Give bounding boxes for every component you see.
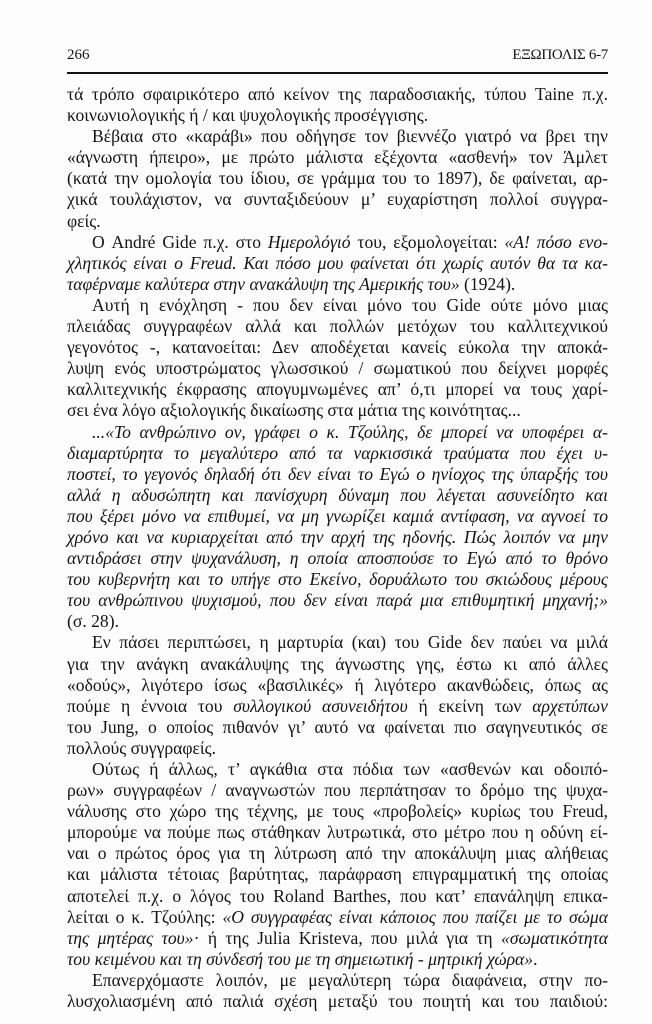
text-segment: φείς. [67,210,101,231]
text-line [67,886,608,907]
text-segment: Βέβαια στο «καράβι» που οδήγησε τον βιεννέζο γιατρό να βρει την [92,126,608,147]
text-segment: λυψη ενός υποστρώματος γλωσσικού / σωματικού που δείχνει μορφές [67,358,608,379]
italic-text: ...«Το ανθρώπινο ον, γράφει ο κ. Τζούλης, δε μπορεί να υποφέρει α- [92,421,608,442]
text-line [67,337,608,358]
text-line [67,548,608,569]
text-segment: κοινωνιολογικής ή / και ψυχολογικής προσέγγισης. [67,105,429,126]
italic-text: που ξέρει μόνο να επιθυμεί, να μη γνωρίζει καμιά αντίφαση, να αγνοεί το [67,505,608,526]
text-line [67,126,608,147]
text-line [67,527,608,548]
text-segment: πλειάδας συγγραφέων αλλά και πολλών μετόχων του καλλιτεχνικού [67,316,608,337]
text-line [67,316,608,337]
italic-text: διαμαρτύρητα το μεγαλύτερο από τα ναρκισσικά τραύματα που έχει υ- [67,442,608,463]
text-line [67,907,608,928]
text-segment: Ούτως ή άλλως, τ’ αγκάθια στα πόδια των «ασθενών και οδοιπό- [92,759,608,779]
body-text [67,84,608,1012]
text-line [67,400,608,421]
journal-title: ΕΞΩΠΟΛΙΣ 6-7 [512,47,608,63]
text-segment: για την ανάγκη ανακάλυψης της άγνωστης γης, έστω κι από άλλες [67,653,608,674]
text-line [67,611,608,632]
text-line [67,253,608,274]
text-line [67,949,608,970]
text-segment: νάλυσης στο χώρο της τέχνης, με τους «προβολείς» κυρίως του Freud, [67,801,608,822]
text-line [67,675,608,696]
text-line [67,168,608,189]
running-header [67,45,608,65]
text-segment: (κατά την ομολογία του ίδιου, σε γράμμα του το 1897), δε φαίνεται, αρ- [67,168,608,189]
italic-text: Ημερολόγιό [267,231,351,252]
italic-text: αρχετύπων [532,695,608,716]
text-line [67,485,608,506]
text-line [67,189,608,210]
text-line [67,843,608,864]
text-line [67,358,608,379]
text-segment: ρων» συγγραφέων / αναγνωστών που περπάτησαν το δρόμο της ψυχα- [67,780,608,801]
text-segment: αποτελεί π.χ. ο λόγος του Roland Barthes, που κατ’ επανάληψη επικα- [67,885,608,906]
text-segment: μπορούμε να πούμε πως στάθηκαν λυτρωτικά, στο μέτρο που η οδύνη εί- [67,822,608,843]
italic-text: ποστεί, το γεγονός δηλαδή ότι δεν είναι το Εγώ ο ηνίοχος της ύπαρξής του [67,463,608,484]
text-line [67,422,608,443]
text-segment: «οδούς», λιγότερο ίσως «βασιλικές» ή λιγότερο ακανθώδεις, όπως ας [67,674,608,695]
text-line [67,717,608,738]
italic-text: χρόνο και να κυριαρχείται από την αρχή της ηδονής. Πώς λοιπόν να μην [67,526,608,547]
italic-text: χλητικός είναι ο Freud. Και πόσο μου φαίνεται ότι χωρίς αυτόν θα τα κα- [67,252,608,273]
text-line [67,696,608,717]
text-line [67,569,608,590]
text-segment: (1924). [459,273,516,294]
text-line [67,274,608,295]
text-line [67,991,608,1012]
italic-text: ταφέρναμε καλύτερα στην ανακάλυψη της Αμερικής του» [67,273,460,294]
text-segment: πούμε η έννοια του [67,695,234,716]
italic-text: «σωματικότητα [501,927,608,948]
text-segment: λείται ο κ. Τζούλης: [67,906,223,927]
text-line [67,780,608,801]
text-segment: Εν πάσει περιπτώσει, η μαρτυρία (και) του Gide δεν παύει να μιλά [92,632,608,653]
text-line [67,970,608,991]
text-line [67,822,608,843]
text-segment: του Jung, ο οποίος πιθανόν γι’ αυτό να φαίνεται πιο σαγηνευτικός σε [67,716,608,737]
text-line [67,84,608,105]
text-segment: ναι ο πρώτος όρος για τη λύτρωση από την αποκάλυψη μιας αλήθειας [67,843,608,864]
text-line [67,379,608,400]
text-segment: του, εξομολογείται: [350,231,505,252]
text-segment: Αυτή η ενόχληση - που δεν είναι μόνο του Gide ούτε μόνο μιας [92,294,608,315]
text-segment: γεγονότος -, κατανοείται: Δεν αποδέχεται κανείς εύκολα την αποκά- [67,337,608,358]
text-segment: καλλιτεχνικής έκφρασης απογυμνωμένες απ’ ό,τι μπορεί να τους χαρί- [67,379,608,400]
text-segment: (σ. 28). [67,611,119,632]
text-line [67,801,608,822]
text-line [67,211,608,232]
text-line [67,864,608,885]
page-number: 266 [67,47,90,63]
text-line [67,759,608,780]
italic-text: συλλογικού ασυνειδήτου [233,695,408,716]
text-segment: πολλούς συγγραφείς. [67,737,216,758]
text-line [67,147,608,168]
text-segment: χικά τουλάχιστον, να συνταξιδεύουν μ’ ευχαρίστηση πολλοί συγγρα- [67,189,608,210]
italic-text: «Α! πόσο ενο- [504,231,608,252]
text-line [67,928,608,949]
text-line [67,590,608,611]
text-segment: Ο André Gide π.χ. στο [92,231,268,252]
italic-text: της μητέρας του» [67,927,194,948]
text-line [67,105,608,126]
text-segment: ή εκείνη των [407,695,533,716]
text-segment: · ή της Julia Kristeva, που μιλά για τη [193,927,502,948]
italic-text: του ανθρώπινου ψυχισμού, που δεν είναι παρά μια επιθυμητική μηχανή;» [67,590,608,611]
header-rule [67,72,608,74]
text-line [67,295,608,316]
italic-text: του κυβερνήτη και το υπήγε στο Εκείνο, δορυάλωτο του σκιώδους μέρους [67,569,608,590]
text-segment: . [533,948,538,969]
text-segment: τά τρόπο σφαιρικότερο από κείνον της παραδοσιακής, τύπου Taine π.χ. [67,84,608,104]
text-segment: λυσχολιασμένη από παλιά σχέση μεταξύ του ποιητή και του παιδιού: [67,991,608,1012]
text-segment: σει ένα λόγο αξιολογικής δικαίωσης στα μάτια της κοινότητας... [67,400,521,421]
italic-text: αλλά η αδυσώπητη και πανίσχυρη δύναμη που λέγεται ασυνείδητο και [67,484,608,505]
italic-text: αντιδράσει στην ψυχανάλυση, η οποία αποσπούσε το Εγώ από το θρόνο [67,548,608,569]
italic-text: «Ο συγγραφέας είναι κάποιος που παίζει με το σώμα [222,906,608,927]
text-segment: και μάλιστα τέτοιας βαρύτητας, παράφραση επιγραμματική της οποίας [67,864,608,885]
text-line [67,443,608,464]
text-line [67,654,608,675]
text-line [67,232,608,253]
italic-text: του κειμένου και τη σύνδεσή του με τη σημειωτική - μητρική χώρα» [67,948,534,969]
text-segment: «άγνωστη ήπειρο», με πρώτο μάλιστα εξέχοντα «ασθενή» τον Άμλετ [67,147,608,168]
text-line [67,632,608,653]
text-line [67,464,608,485]
text-line [67,738,608,759]
text-line [67,506,608,527]
text-segment: Επανερχόμαστε λοιπόν, με μεγαλύτερη τώρα διαφάνεια, στην πο- [92,969,608,990]
